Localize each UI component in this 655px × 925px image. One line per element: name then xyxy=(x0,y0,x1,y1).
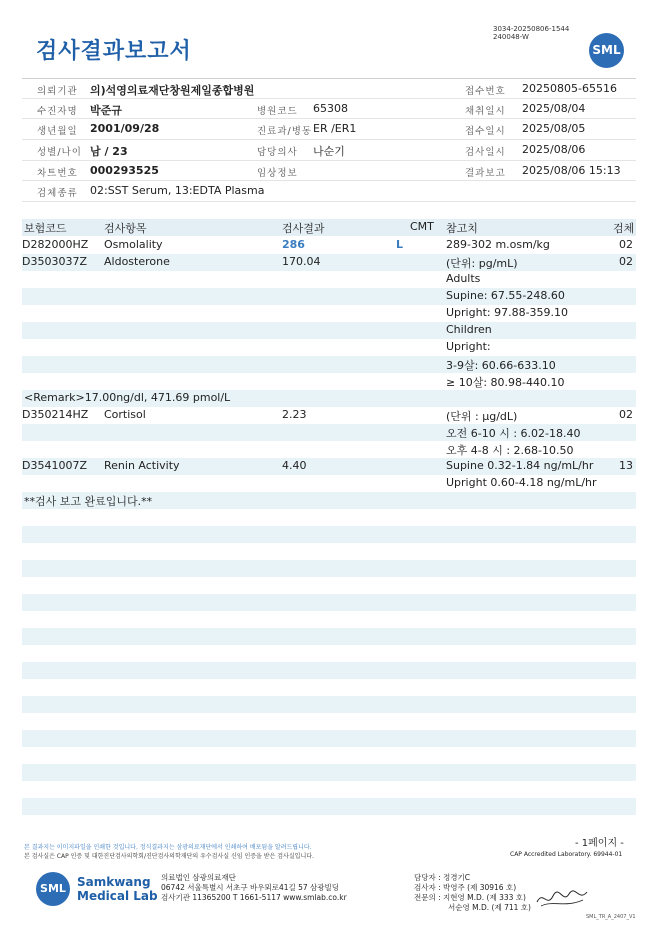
row-result: 4.40 xyxy=(282,459,307,472)
report-complete-note: **검사 보고 완료입니다.** xyxy=(24,495,153,508)
row-specimen: 02 xyxy=(619,238,633,251)
form-number: SML_TR_A_2407_V1 xyxy=(586,914,636,920)
test-date-label: 검사일시 xyxy=(465,147,506,159)
table-row xyxy=(22,288,636,305)
address-line2: 06742 서울특별시 서초구 바우뫼로41길 57 삼광빌딩 xyxy=(161,883,340,892)
table-row xyxy=(22,271,636,288)
info-row xyxy=(22,78,636,99)
sml-footer-logo: SML xyxy=(36,872,70,906)
lab-address xyxy=(161,873,347,903)
row-reference: 오전 6-10 시 : 6.02-18.40 xyxy=(446,427,581,440)
row-code: D350214HZ xyxy=(22,408,89,421)
row-reference: Supine 0.32-1.84 ng/mL/hr xyxy=(446,459,594,472)
document-id-line1: 3034-20250806-1544 xyxy=(493,25,570,33)
table-row xyxy=(22,305,636,322)
col-specimen: 검체 xyxy=(613,222,635,235)
results-table-header xyxy=(22,219,636,236)
receipt-no-label: 접수번호 xyxy=(465,86,506,97)
empty-stripe-row xyxy=(22,764,636,781)
collection-date-value: 2025/08/04 xyxy=(522,101,586,115)
table-row xyxy=(22,424,636,441)
staff-list xyxy=(414,873,531,913)
row-reference: ≥ 10살: 80.98-440.10 xyxy=(446,376,565,389)
clinical-info-label: 임상정보 xyxy=(257,167,298,179)
info-row xyxy=(22,119,636,140)
test-date-value: 2025/08/06 xyxy=(522,143,586,157)
table-row xyxy=(22,390,636,407)
row-specimen: 02 xyxy=(619,255,633,268)
row-reference: Upright: 97.88-359.10 xyxy=(446,306,569,319)
col-cmt: CMT xyxy=(410,220,434,233)
info-row xyxy=(22,140,636,161)
row-cmt-flag: L xyxy=(396,238,404,251)
sex-age-value: 남 / 23 xyxy=(90,145,128,159)
sml-logo: SML xyxy=(589,33,624,68)
signature-image xyxy=(535,886,590,910)
table-row xyxy=(22,254,636,271)
empty-stripe-row xyxy=(22,560,636,577)
patient-info-block xyxy=(22,78,636,202)
doctor-label: 담당의사 xyxy=(257,147,298,159)
print-notice: 본 결과지는 이미지파일을 인쇄한 것입니다. 정식결과지는 삼광의료재단에서 인쇄하여 배포됨을 알려드립니다. xyxy=(24,844,312,851)
row-code: D282000HZ xyxy=(22,238,89,251)
row-item: Osmolality xyxy=(104,238,163,251)
row-result: 2.23 xyxy=(282,408,307,421)
table-row xyxy=(22,475,636,492)
empty-stripe-row xyxy=(22,526,636,543)
row-item: Renin Activity xyxy=(104,459,180,472)
empty-stripe-row xyxy=(22,662,636,679)
empty-stripe-row xyxy=(22,696,636,713)
document-id-line2: 240048-W xyxy=(493,33,529,41)
row-reference: Upright 0.60-4.18 ng/mL/hr xyxy=(446,476,597,489)
specimen-type-value: 02:SST Serum, 13:EDTA Plasma xyxy=(90,184,265,198)
requester-value: 의)석영의료재단창원제일종합병원 xyxy=(90,84,255,97)
address-line1: 의료법인 삼광의료재단 xyxy=(161,873,236,882)
row-reference: Upright: xyxy=(446,340,491,353)
table-row xyxy=(22,407,636,424)
table-row xyxy=(22,356,636,373)
accreditation-notice: 본 검사실은 CAP 인증 및 대한진단검사의학회/진단검사의학재단의 우수검사실 신임 인증을 받은 검사실입니다. xyxy=(24,853,314,860)
row-item: Aldosterone xyxy=(104,255,170,268)
requester-label: 의뢰기관 xyxy=(37,86,78,97)
row-specimen: 13 xyxy=(619,459,633,472)
table-row xyxy=(22,441,636,458)
info-row xyxy=(22,161,636,182)
receipt-date-value: 2025/08/05 xyxy=(522,122,586,136)
lab-name-line1: Samkwang xyxy=(77,875,151,889)
row-code: D3541007Z xyxy=(22,459,87,472)
row-result: 170.04 xyxy=(282,255,321,268)
birth-date-value: 2001/09/28 xyxy=(90,122,160,136)
col-result: 검사결과 xyxy=(282,222,325,235)
row-reference: Children xyxy=(446,323,492,336)
birth-date-label: 생년월일 xyxy=(37,126,78,138)
info-row xyxy=(22,181,636,202)
cap-accreditation: CAP Accredited Laboratory. 69944-01 xyxy=(510,851,623,858)
specimen-type-label: 검체종류 xyxy=(37,188,78,200)
report-date-label: 결과보고 xyxy=(465,167,506,179)
row-item: Cortisol xyxy=(104,408,146,421)
empty-stripe-row xyxy=(22,730,636,747)
patient-name-label: 수진자명 xyxy=(37,105,78,117)
page-number: - 1페이지 - xyxy=(575,838,624,849)
info-row xyxy=(22,99,636,120)
table-row xyxy=(22,322,636,339)
staff-line4: 서순영 M.D. (제 711 호) xyxy=(448,903,531,912)
collection-date-label: 채취일시 xyxy=(465,105,506,117)
page-title: 검사결과보고서 xyxy=(36,39,192,64)
staff-line3: 전문의 : 지현영 M.D. (제 333 호) xyxy=(414,893,526,902)
empty-stripe-row xyxy=(22,798,636,815)
row-result: 286 xyxy=(282,238,305,251)
row-reference: Adults xyxy=(446,272,481,285)
receipt-no-value: 20250805-65516 xyxy=(522,82,617,95)
row-remark: <Remark>17.00ng/dl, 471.69 pmol/L xyxy=(24,391,231,404)
table-row xyxy=(22,492,636,509)
table-row xyxy=(22,339,636,356)
empty-stripe-row xyxy=(22,628,636,645)
lab-name xyxy=(77,875,158,903)
hospital-code-label: 병원코드 xyxy=(257,105,298,117)
lab-name-line2: Medical Lab xyxy=(77,889,158,903)
empty-stripe-row xyxy=(22,594,636,611)
address-line3: 검사기관 11365200 T 1661-5117 www.smlab.co.kr xyxy=(161,893,347,902)
sex-age-label: 성별/나이 xyxy=(37,147,82,159)
row-reference: 오후 4-8 시 : 2.68-10.50 xyxy=(446,444,574,457)
hospital-code-value: 65308 xyxy=(313,101,348,115)
row-reference: (단위 : μg/dL) xyxy=(446,410,518,423)
receipt-date-label: 접수일시 xyxy=(465,126,506,138)
row-code: D3503037Z xyxy=(22,255,87,268)
staff-line1: 담당자 : 정경기C xyxy=(414,873,471,882)
table-row xyxy=(22,373,636,390)
row-reference: (단위: pg/mL) xyxy=(446,257,518,270)
table-row xyxy=(22,458,636,475)
table-row xyxy=(22,237,636,254)
row-reference: Supine: 67.55-248.60 xyxy=(446,289,565,302)
col-test-item: 검사항목 xyxy=(104,222,147,235)
row-reference: 289-302 m.osm/kg xyxy=(446,238,550,251)
doctor-value: 나순기 xyxy=(313,145,345,159)
col-reference: 참고치 xyxy=(446,222,478,235)
row-reference: 3-9살: 60.66-633.10 xyxy=(446,359,556,372)
chart-no-label: 차트번호 xyxy=(37,167,78,179)
col-insurance-code: 보험코드 xyxy=(24,222,67,235)
department-value: ER /ER1 xyxy=(313,122,357,136)
department-label: 진료과/병동 xyxy=(257,126,313,138)
document-id xyxy=(493,25,569,41)
report-date-value: 2025/08/06 15:13 xyxy=(522,163,621,177)
staff-line2: 검사자 : 박영주 (제 30916 호) xyxy=(414,883,517,892)
chart-no-value: 000293525 xyxy=(90,163,159,177)
row-specimen: 02 xyxy=(619,408,633,421)
patient-name-value: 박준규 xyxy=(90,103,122,117)
